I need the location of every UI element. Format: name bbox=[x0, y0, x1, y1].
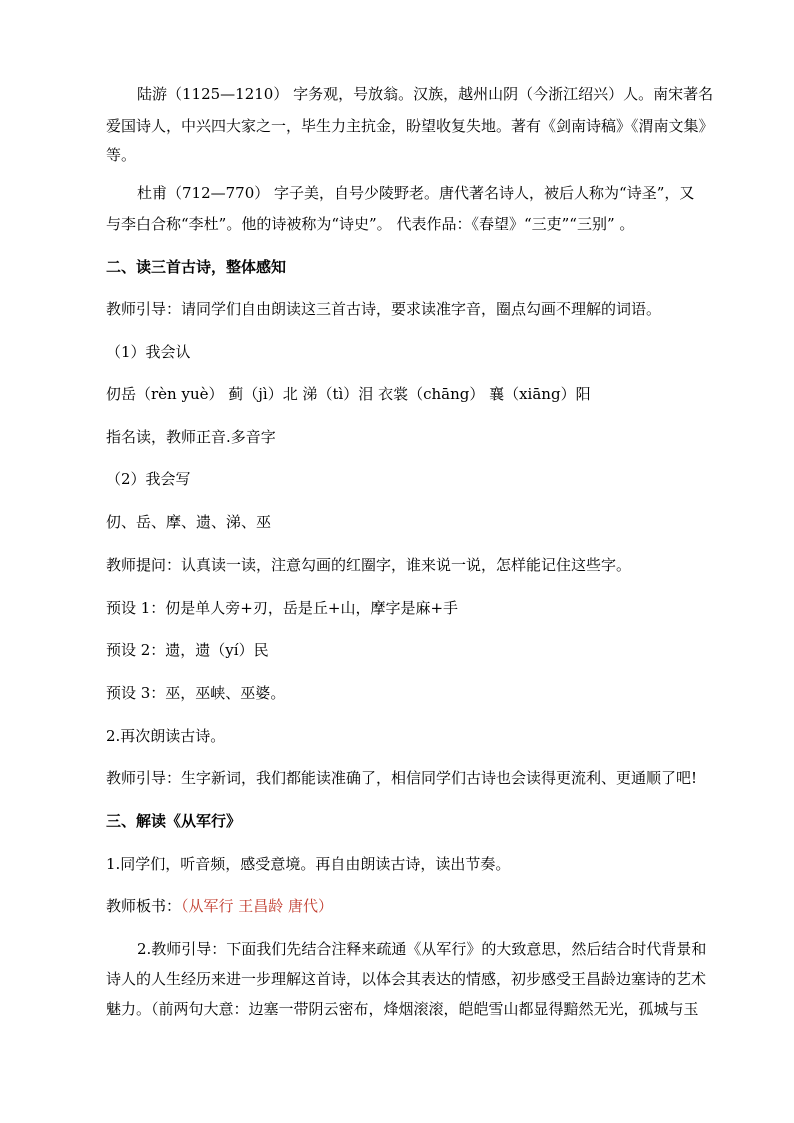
luyou-line-3: 等。 bbox=[106, 146, 137, 164]
guide-2: 教师引导：生字新词，我们都能读准确了，相信同学们古诗也会读得更流利、更通顺了吧! bbox=[106, 769, 698, 787]
dufu-line-2: 与李白合称“李杜”。他的诗被称为“诗史”。 代表作品：《春望》“三吏”“三别” 。 bbox=[106, 215, 635, 233]
section-2-heading: 二、读三首古诗，整体感知 bbox=[106, 258, 287, 276]
item-2-label: （2）我会写 bbox=[106, 470, 191, 488]
teacher-question: 教师提问：认真读一读，注意勾画的红圈字，谁来说一说，怎样能记住这些字。 bbox=[106, 556, 632, 574]
preset-1: 预设 1：仞是单人旁+刃，岳是丘+山，摩字是麻+手 bbox=[106, 599, 459, 617]
dufu-line-1: 杜甫（712—770） 字子美，自号少陵野老。唐代著名诗人，被后人称为“诗圣”，又 bbox=[137, 184, 695, 202]
step-2: 2.再次朗读古诗。 bbox=[106, 727, 226, 745]
luyou-line-2: 爱国诗人，中兴四大家之一，毕生力主抗金，盼望收复失地。著有《剑南诗稿》《渭南文集》 bbox=[106, 117, 714, 135]
step-3-2-line-2: 诗人的人生经历来进一步理解这首诗，以体会其表达的情感，初步感受王昌龄边塞诗的艺术 bbox=[106, 970, 707, 988]
pinyin-line: 仞岳（rèn yuè） 蓟（jì）北 涕（tì）泪 衣裳（chāng） 襄（xiāng）阳 bbox=[106, 385, 591, 403]
teacher-board bbox=[106, 896, 333, 916]
section-3-heading: 三、解读《从军行》 bbox=[106, 812, 242, 830]
step-3-1: 1.同学们，听音频，感受意境。再自由朗读古诗，读出节奏。 bbox=[106, 855, 511, 873]
step-3-2-line-3: 魅力。（前两句大意：边塞一带阴云密布，烽烟滚滚，皑皑雪山都显得黯然无光，孤城与玉 bbox=[106, 1000, 699, 1018]
board-text: （从军行 王昌龄 唐代） bbox=[181, 897, 334, 915]
write-chars: 仞、岳、摩、遗、涕、巫 bbox=[106, 513, 272, 531]
board-label: 教师板书： bbox=[106, 897, 182, 915]
item-1-label: （1）我会认 bbox=[106, 343, 191, 361]
correct-note: 指名读，教师正音.多音字 bbox=[106, 428, 276, 446]
step-3-2-line-1: 2.教师引导：下面我们先结合注释来疏通《从军行》的大致意思，然后结合时代背景和 bbox=[137, 940, 707, 958]
guide-1: 教师引导：请同学们自由朗读这三首古诗，要求读准字音，圈点勾画不理解的词语。 bbox=[106, 300, 662, 318]
preset-3: 预设 3：巫，巫峡、巫婆。 bbox=[106, 684, 286, 702]
luyou-line-1: 陆游（1125—1210） 字务观，号放翁。汉族，越州山阴（今浙江绍兴）人。南宋著名 bbox=[137, 85, 714, 103]
preset-2: 预设 2：遗，遗（yí）民 bbox=[106, 641, 269, 659]
